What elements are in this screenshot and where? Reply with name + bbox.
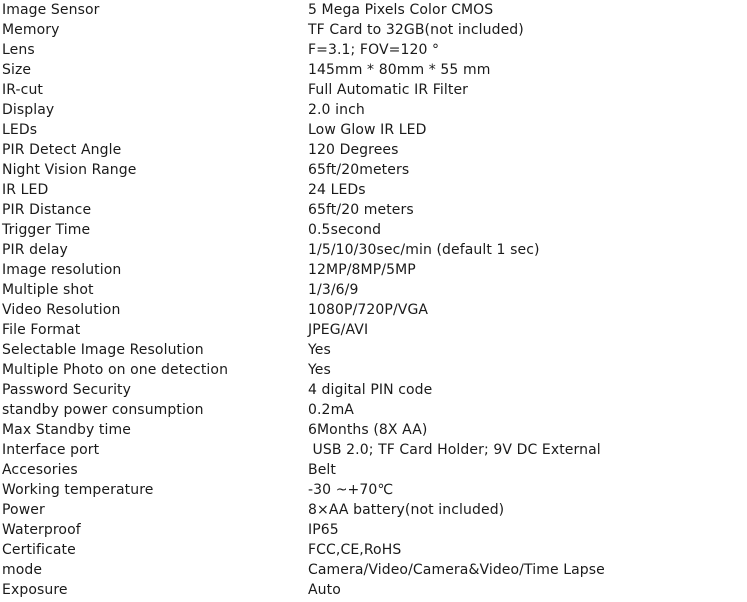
spec-value: 0.5second bbox=[308, 222, 382, 238]
spec-row bbox=[2, 460, 742, 480]
spec-value: Yes bbox=[308, 342, 331, 358]
spec-row bbox=[2, 200, 742, 220]
spec-value: 8×AA battery(not included) bbox=[308, 502, 505, 518]
spec-row bbox=[2, 260, 742, 280]
spec-label: Password Security bbox=[2, 382, 132, 398]
spec-value: 65ft/20meters bbox=[308, 162, 410, 178]
spec-row bbox=[2, 520, 742, 540]
spec-label: Selectable Image Resolution bbox=[2, 342, 204, 358]
spec-value: F=3.1; FOV=120 ° bbox=[308, 42, 440, 58]
spec-label: Lens bbox=[2, 42, 35, 58]
spec-label: PIR Distance bbox=[2, 202, 92, 218]
spec-row bbox=[2, 80, 742, 100]
spec-row bbox=[2, 400, 742, 420]
spec-value: 120 Degrees bbox=[308, 142, 399, 158]
spec-row bbox=[2, 580, 742, 600]
spec-label: Max Standby time bbox=[2, 422, 131, 438]
spec-row bbox=[2, 420, 742, 440]
spec-value: Yes bbox=[308, 362, 331, 378]
spec-row bbox=[2, 480, 742, 500]
spec-value: 1080P/720P/VGA bbox=[308, 302, 429, 318]
spec-table bbox=[2, 0, 742, 600]
spec-label: Working temperature bbox=[2, 482, 154, 498]
spec-row bbox=[2, 540, 742, 560]
spec-label: Multiple Photo on one detection bbox=[2, 362, 229, 378]
spec-label: File Format bbox=[2, 322, 81, 338]
spec-row bbox=[2, 340, 742, 360]
spec-row bbox=[2, 380, 742, 400]
spec-row bbox=[2, 220, 742, 240]
spec-row bbox=[2, 40, 742, 60]
spec-row bbox=[2, 240, 742, 260]
spec-label: Trigger Time bbox=[2, 222, 91, 238]
spec-value: Low Glow IR LED bbox=[308, 122, 427, 138]
spec-row bbox=[2, 0, 742, 20]
spec-value: 1/3/6/9 bbox=[308, 282, 359, 298]
spec-label: Accesories bbox=[2, 462, 78, 478]
spec-label: Multiple shot bbox=[2, 282, 94, 298]
spec-value: 24 LEDs bbox=[308, 182, 366, 198]
spec-label: Interface port bbox=[2, 442, 100, 458]
spec-row bbox=[2, 160, 742, 180]
spec-value: 0.2mA bbox=[308, 402, 354, 418]
spec-value: 65ft/20 meters bbox=[308, 202, 414, 218]
spec-label: standby power consumption bbox=[2, 402, 204, 418]
spec-label: LEDs bbox=[2, 122, 38, 138]
spec-label: Display bbox=[2, 102, 55, 118]
spec-row bbox=[2, 140, 742, 160]
spec-row bbox=[2, 280, 742, 300]
spec-row bbox=[2, 360, 742, 380]
spec-value: 4 digital PIN code bbox=[308, 382, 433, 398]
spec-value: Belt bbox=[308, 462, 336, 478]
spec-row bbox=[2, 440, 742, 460]
spec-value: Full Automatic IR Filter bbox=[308, 82, 469, 98]
spec-label: Waterproof bbox=[2, 522, 81, 538]
spec-label: Power bbox=[2, 502, 45, 518]
spec-row bbox=[2, 300, 742, 320]
spec-value: IP65 bbox=[308, 522, 339, 538]
spec-label: IR-cut bbox=[2, 82, 44, 98]
spec-row bbox=[2, 180, 742, 200]
spec-label: Memory bbox=[2, 22, 60, 38]
spec-value: FCC,CE,RoHS bbox=[308, 542, 402, 558]
spec-value: 5 Mega Pixels Color CMOS bbox=[308, 2, 494, 18]
spec-value: TF Card to 32GB(not included) bbox=[308, 22, 524, 38]
spec-label: Night Vision Range bbox=[2, 162, 137, 178]
spec-value: Auto bbox=[308, 582, 341, 598]
spec-value: 6Months (8X AA) bbox=[308, 422, 428, 438]
spec-label: IR LED bbox=[2, 182, 49, 198]
spec-value: 12MP/8MP/5MP bbox=[308, 262, 416, 278]
spec-label: Certificate bbox=[2, 542, 76, 558]
spec-value: -30 ~+70℃ bbox=[308, 482, 394, 498]
spec-label: PIR Detect Angle bbox=[2, 142, 122, 158]
spec-value: USB 2.0; TF Card Holder; 9V DC External bbox=[308, 442, 601, 458]
spec-row bbox=[2, 20, 742, 40]
spec-label: Exposure bbox=[2, 582, 68, 598]
spec-label: PIR delay bbox=[2, 242, 68, 258]
spec-row bbox=[2, 100, 742, 120]
spec-value: JPEG/AVI bbox=[308, 322, 369, 338]
spec-value: 2.0 inch bbox=[308, 102, 365, 118]
spec-row bbox=[2, 560, 742, 580]
spec-value: Camera/Video/Camera&Video/Time Lapse bbox=[308, 562, 605, 578]
spec-row bbox=[2, 60, 742, 80]
spec-row bbox=[2, 320, 742, 340]
spec-label: Video Resolution bbox=[2, 302, 121, 318]
spec-value: 145mm * 80mm * 55 mm bbox=[308, 62, 491, 78]
spec-label: Size bbox=[2, 62, 32, 78]
spec-label: mode bbox=[2, 562, 43, 578]
spec-label: Image Sensor bbox=[2, 2, 100, 18]
spec-label: Image resolution bbox=[2, 262, 122, 278]
spec-row bbox=[2, 120, 742, 140]
spec-value: 1/5/10/30sec/min (default 1 sec) bbox=[308, 242, 540, 258]
spec-row bbox=[2, 500, 742, 520]
